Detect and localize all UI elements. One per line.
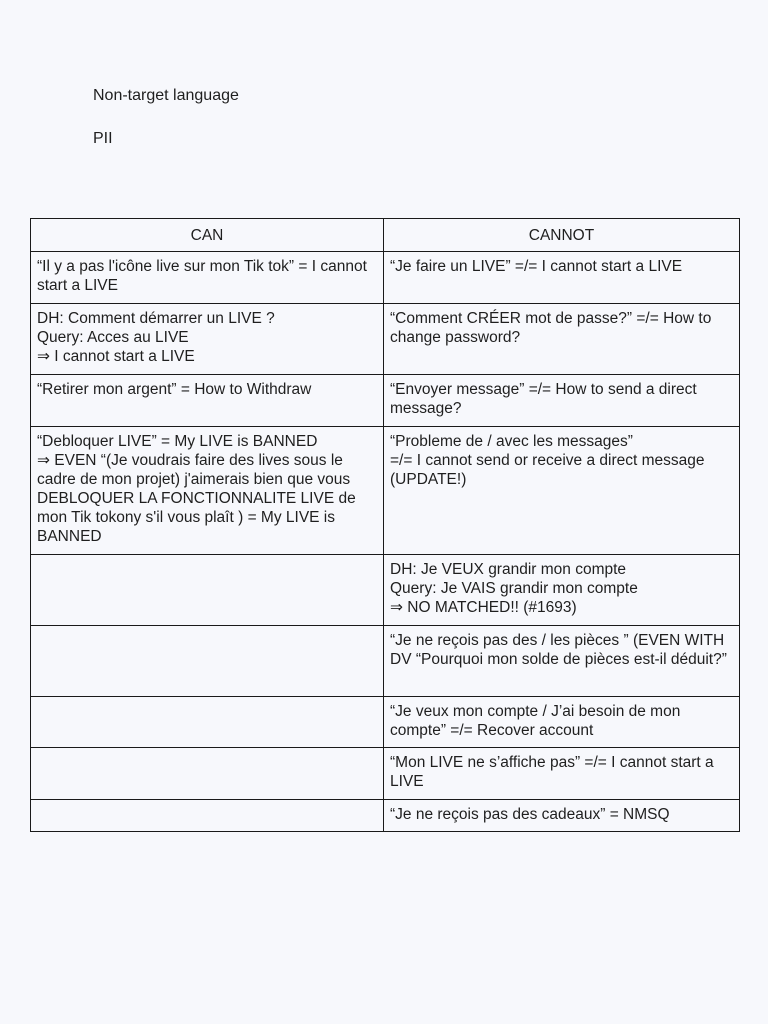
can-cell [31, 304, 384, 375]
table-row [31, 555, 740, 626]
cannot-cell-line: “Mon LIVE ne s’affiche pas” =/= I cannot start a LIVE [390, 754, 714, 790]
mapping-table [30, 218, 740, 832]
cannot-cell [384, 697, 740, 748]
can-cell-line: ⇒ EVEN “(Je voudrais faire des lives sous le cadre de mon projet) j'aimerais bien que vous DEBLOQUER LA FONCTIONNALITE LIVE de mon Tik tokony s'il vous plaît ) = My LIVE is BANNED [37, 452, 356, 545]
cannot-cell-line: “Je ne reçois pas des / les pièces ” (EVEN WITH DV “Pourquoi mon solde de pièces est-il déduit?” [390, 632, 727, 668]
note-pii: PII [93, 130, 113, 147]
cannot-cell-line: ⇒ NO MATCHED!! (#1693) [390, 599, 577, 616]
can-cell [31, 427, 384, 555]
cannot-cell-line: “Je ne reçois pas des cadeaux” = NMSQ [390, 806, 670, 823]
cannot-cell-line: DH: Je VEUX grandir mon compte [390, 561, 627, 578]
cannot-cell-line: “Comment CRÉER mot de passe?” =/= How to change password? [390, 310, 712, 346]
can-cell [31, 697, 384, 748]
cannot-cell-line: Query: Je VAIS grandir mon compte [390, 580, 638, 597]
cannot-cell-line: “Je veux mon compte / J’ai besoin de mon compte” =/= Recover account [390, 703, 681, 739]
cannot-cell [384, 800, 740, 832]
table-row [31, 800, 740, 832]
note-non-target-language: Non-target language [93, 87, 239, 104]
cannot-cell-line: “Je faire un LIVE” =/= I cannot start a LIVE [390, 258, 683, 275]
cannot-cell [384, 375, 740, 427]
can-cell-line: “Debloquer LIVE” = My LIVE is BANNED [37, 433, 318, 450]
header-can: CAN [31, 219, 384, 252]
table-row [31, 626, 740, 697]
cannot-cell-line: =/= I cannot send or receive a direct message (UPDATE!) [390, 452, 705, 488]
cannot-cell [384, 304, 740, 375]
can-cell [31, 555, 384, 626]
cannot-cell [384, 626, 740, 697]
can-cell-line: ⇒ I cannot start a LIVE [37, 348, 195, 365]
table-row [31, 748, 740, 800]
table-header-row [31, 219, 740, 252]
can-cell [31, 800, 384, 832]
table-row [31, 375, 740, 427]
cannot-cell [384, 748, 740, 800]
table-row [31, 304, 740, 375]
can-cell [31, 626, 384, 697]
can-cell-line: “Retirer mon argent” = How to Withdraw [37, 381, 312, 398]
cannot-cell [384, 252, 740, 304]
cannot-cell [384, 427, 740, 555]
can-cell [31, 748, 384, 800]
table-row [31, 697, 740, 748]
cannot-cell-line: “Envoyer message” =/= How to send a direct message? [390, 381, 697, 417]
can-cell [31, 252, 384, 304]
cannot-cell [384, 555, 740, 626]
table-row [31, 252, 740, 304]
table-row [31, 427, 740, 555]
cannot-cell-line: “Probleme de / avec les messages” [390, 433, 633, 450]
can-cell-line: DH: Comment démarrer un LIVE ? [37, 310, 275, 327]
can-cell [31, 375, 384, 427]
can-cell-line: “Il y a pas l'icône live sur mon Tik tok” = I cannot start a LIVE [37, 258, 367, 294]
can-cell-line: Query: Acces au LIVE [37, 329, 189, 346]
notes [93, 86, 239, 149]
header-cannot: CANNOT [384, 219, 740, 252]
